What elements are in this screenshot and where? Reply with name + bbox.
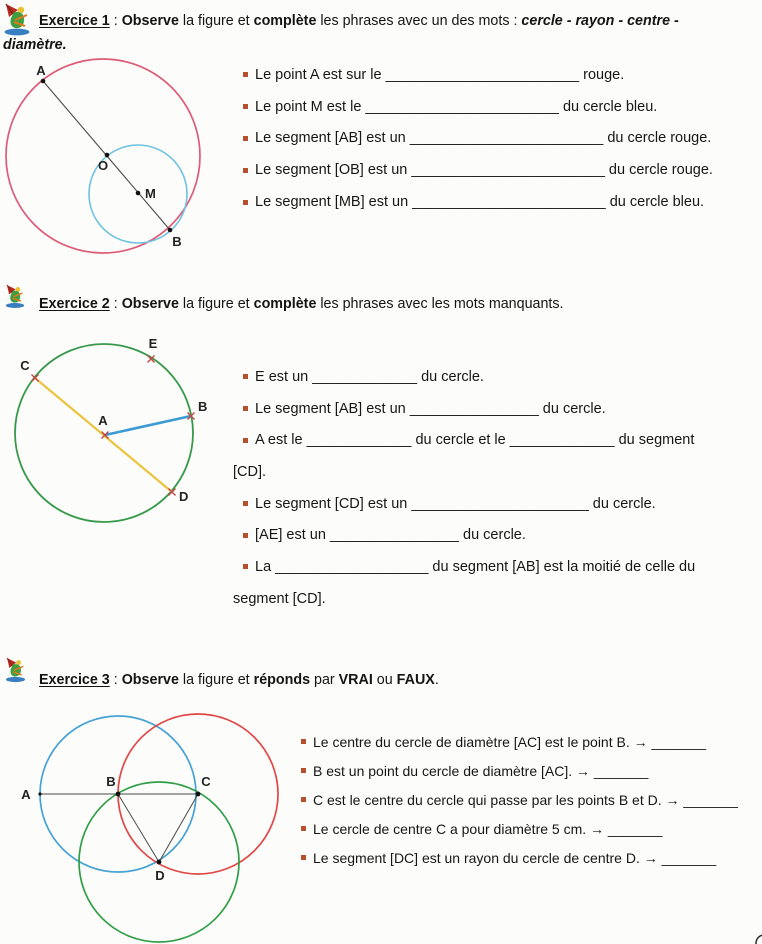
point-label-o: O	[97, 158, 109, 173]
sentence-row	[291, 756, 759, 785]
sentence-row	[233, 154, 758, 186]
header-faux: FAUX	[396, 672, 435, 688]
sentence-row	[233, 361, 758, 393]
header-text: la figure et	[178, 13, 254, 29]
sentence-text: C est le centre du cercle qui passe par les points B et D. → _______	[313, 791, 738, 808]
bullet-icon	[301, 855, 306, 860]
bullet-icon	[301, 739, 306, 744]
bullet-icon	[243, 104, 248, 109]
bullet-icon	[301, 826, 306, 831]
point-a	[41, 79, 46, 84]
point-label-b: B	[106, 774, 116, 789]
bullet-icon	[243, 501, 248, 506]
sentence-text: Le segment [DC] est un rayon du cercle de centre D. → _______	[313, 849, 717, 866]
diameter-segment-cd	[35, 378, 172, 492]
bullet-icon	[243, 438, 248, 443]
sentence-text: Le segment [CD] est un ______________________ du cercle.	[255, 495, 656, 512]
sentence-text: Le segment [AB] est un ________________________ du cercle rouge.	[255, 130, 712, 147]
point-label-c: C	[201, 774, 211, 789]
sentence-continuation	[233, 583, 758, 615]
sentence-row	[233, 186, 758, 218]
header-observe: Observe	[121, 296, 179, 312]
green-circle	[15, 344, 193, 522]
sentence-text: Le segment [MB] est un ________________________ du cercle bleu.	[255, 194, 705, 211]
header-observe: Observe	[121, 13, 179, 29]
sentence-text: segment [CD].	[233, 590, 326, 607]
figure-ex3	[0, 695, 298, 944]
header-colon: :	[109, 296, 122, 312]
header-vrai: VRAI	[338, 672, 373, 688]
page-corner-mark	[753, 932, 762, 944]
sentence-text: B est un point du cercle de diamètre [AC]. → _______	[313, 762, 649, 779]
point-c	[196, 792, 201, 797]
bullet-icon	[243, 406, 248, 411]
header-colon: :	[109, 13, 122, 29]
sentence-row	[233, 519, 758, 551]
header-colon: :	[109, 672, 122, 688]
header-word-list-end: diamètre.	[3, 37, 67, 53]
exercise3-header-line1	[3, 668, 760, 692]
header-word-list: cercle - rayon - centre -	[521, 13, 679, 29]
exercise3-header	[3, 668, 760, 692]
exercise2-sentences	[233, 361, 758, 615]
sentence-row	[233, 393, 758, 425]
exercise3-sentences	[291, 727, 759, 872]
point-label-b: B	[198, 399, 208, 414]
point-m	[136, 191, 141, 196]
bullet-icon	[243, 72, 248, 77]
sentence-row	[291, 814, 759, 843]
sentence-row	[233, 91, 758, 123]
point-b	[168, 228, 173, 233]
bullet-icon	[243, 374, 248, 379]
header-text: les phrases avec un des mots :	[316, 13, 522, 29]
exercise1-header	[3, 9, 760, 57]
header-text: les phrases avec les mots manquants.	[316, 296, 564, 312]
bullet-icon	[301, 768, 306, 773]
exercise2-header	[3, 292, 760, 316]
exercise1-header-line1	[3, 9, 760, 33]
exercise1-header-line2	[3, 33, 760, 57]
point-o	[105, 153, 110, 158]
point-label-d: D	[155, 868, 165, 883]
point-d	[157, 860, 162, 865]
sentence-text: A est le _____________ du cercle et le _____________ du segment	[255, 432, 695, 449]
sentence-row	[291, 727, 759, 756]
point-a	[38, 792, 41, 795]
sentence-row	[233, 123, 758, 155]
header-complete: complète	[253, 13, 317, 29]
segment-cd	[159, 794, 198, 862]
sentence-text: [CD].	[233, 463, 267, 480]
sentence-row	[291, 785, 759, 814]
point-b	[116, 792, 121, 797]
sentence-row	[233, 424, 758, 456]
sentence-text: E est un _____________ du cercle.	[255, 368, 484, 385]
header-text: la figure et	[178, 672, 254, 688]
sentence-text: Le segment [OB] est un ________________________ du cercle rouge.	[255, 162, 713, 179]
exercise3-title: Exercice 3	[39, 672, 110, 688]
exercise2-header-line1	[3, 292, 760, 316]
sentence-text: La ___________________ du segment [AB] est la moitié de celle du	[255, 558, 696, 575]
sentence-row	[233, 488, 758, 520]
figure-ex2	[0, 332, 235, 544]
header-text: la figure et	[178, 296, 254, 312]
point-label-d: D	[179, 489, 189, 504]
point-label-c: C	[20, 358, 30, 373]
header-reponds: réponds	[253, 672, 311, 688]
bullet-icon	[243, 533, 248, 538]
sentence-text: Le cercle de centre C a pour diamètre 5 cm. → _______	[313, 820, 663, 837]
sentence-continuation	[233, 456, 758, 488]
sentence-text: Le centre du cercle de diamètre [AC] est le point B. → _______	[313, 733, 707, 750]
bullet-icon	[243, 200, 248, 205]
radius-segment-ab	[105, 416, 191, 435]
figure-ex1	[0, 55, 222, 267]
sentence-text: Le point A est sur le ________________________ rouge.	[255, 66, 625, 83]
header-observe: Observe	[121, 672, 179, 688]
point-marks	[32, 356, 195, 496]
exercise1-title: Exercice 1	[39, 13, 110, 29]
bullet-icon	[243, 136, 248, 141]
point-label-e: E	[148, 336, 158, 351]
exercise2-title: Exercice 2	[39, 296, 110, 312]
point-label-a: A	[98, 413, 108, 428]
bullet-icon	[243, 564, 248, 569]
exercise1-sentences	[233, 59, 758, 218]
sentence-row	[233, 551, 758, 583]
sentence-row	[291, 843, 759, 872]
red-circle	[6, 59, 200, 253]
header-text: .	[434, 672, 439, 688]
point-label-b: B	[172, 234, 182, 249]
point-label-m: M	[145, 186, 156, 201]
header-text: ou	[372, 672, 397, 688]
sentence-row	[233, 59, 758, 91]
sentence-text: Le point M est le ________________________ du cercle bleu.	[255, 98, 658, 115]
point-label-a: A	[36, 63, 46, 78]
point-label-a: A	[21, 787, 31, 802]
sentence-text: [AE] est un ________________ du cercle.	[255, 527, 526, 544]
header-text: par	[310, 672, 339, 688]
header-complete: complète	[253, 296, 317, 312]
sentence-text: Le segment [AB] est un ________________ du cercle.	[255, 400, 606, 417]
segment-bd	[118, 794, 159, 862]
bullet-icon	[301, 797, 306, 802]
bullet-icon	[243, 168, 248, 173]
